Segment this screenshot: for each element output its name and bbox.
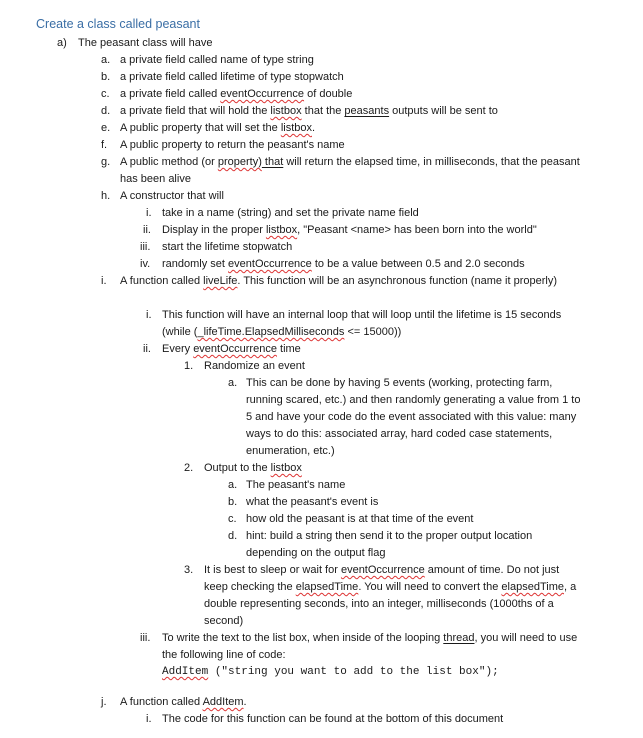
list-item-text: randomly set eventOccurrence to be a value between 0.5 and 2.0 seconds [162, 258, 525, 270]
list-item-text: what the peasant's event is [246, 496, 379, 508]
list-item-text: hint: build a string then send it to the proper output location depending on the output flag [246, 530, 533, 559]
list-marker: h. [101, 190, 111, 202]
list-marker: a) [57, 37, 67, 49]
code-line [162, 664, 499, 681]
list-item-text: A public property to return the peasant's name [120, 139, 345, 151]
list-item-text: This function will have an internal loop that will loop until the lifetime is 15 seconds (while (_lifeTime.ElapsedMilliseconds <= 15000)) [162, 309, 562, 338]
list-marker: e. [101, 122, 111, 134]
list-item-text: A function called AddItem. [120, 696, 247, 708]
list-item-text: The peasant's name [246, 479, 346, 491]
list-item-text: A public method (or property) that will return the elapsed time, in milliseconds, that the peasant has been alive [120, 156, 580, 185]
list-marker: a. [228, 377, 238, 389]
section-a-text: The peasant class will have [78, 37, 213, 49]
list-marker: i. [146, 309, 152, 321]
list-marker: c. [101, 88, 110, 100]
list-item-text: Every eventOccurrence time [162, 343, 301, 355]
list-item-text: how old the peasant is at that time of the event [246, 513, 474, 525]
code-function-name: AddItem [162, 666, 209, 678]
list-marker: ii. [143, 343, 151, 355]
list-marker: g. [101, 156, 111, 168]
list-marker: ii. [143, 224, 151, 236]
list-marker: i. [146, 713, 152, 725]
list-marker: a. [101, 54, 111, 66]
list-item-text: Randomize an event [204, 360, 305, 372]
list-item-text: A function called liveLife. This function will be an asynchronous function (name it properly) [120, 275, 557, 287]
list-marker: j. [101, 696, 107, 708]
list-marker: 1. [184, 360, 194, 372]
list-item-text: start the lifetime stopwatch [162, 241, 293, 253]
list-marker: b. [101, 71, 111, 83]
list-marker: 2. [184, 462, 194, 474]
list-marker: iii. [140, 632, 151, 644]
list-item-text: a private field called lifetime of type stopwatch [120, 71, 344, 83]
list-item-text: To write the text to the list box, when inside of the looping thread, you will need to use the following line of code: [162, 632, 578, 661]
list-marker: 3. [184, 564, 194, 576]
list-marker: i. [101, 275, 107, 287]
list-marker: d. [101, 105, 111, 117]
list-item-text: A public property that will set the listbox. [120, 122, 316, 134]
list-item-text: This can be done by having 5 events (working, protecting farm, running scared, etc.) and then randomly generating a value from 1 to 5 and have your code do the event associated with this value: many ways to do this: associated array, hard coded case statements, enumeration, etc.) [246, 377, 581, 457]
list-marker: iii. [140, 241, 151, 253]
list-marker: f. [101, 139, 108, 151]
list-item-text: a private field called eventOccurrence of double [120, 88, 353, 100]
list-item-text: Display in the proper listbox, "Peasant <name> has been born into the world" [162, 224, 537, 236]
list-marker: a. [228, 479, 238, 491]
list-marker: d. [228, 530, 238, 542]
list-marker: iv. [140, 258, 151, 270]
list-item-text: Output to the listbox [204, 462, 302, 474]
list-item-text: The code for this function can be found at the bottom of this document [162, 713, 504, 725]
list-item-text: a private field called name of type string [120, 54, 314, 66]
list-item-text: a private field that will hold the listbox that the peasants outputs will be sent to [120, 105, 498, 117]
page-heading: Create a class called peasant [36, 17, 200, 31]
list-item-text: take in a name (string) and set the private name field [162, 207, 419, 219]
list-marker: b. [228, 496, 238, 508]
list-marker: c. [228, 513, 237, 525]
code-arguments: ("string you want to add to the list box"); [208, 666, 499, 678]
list-item-text: A constructor that will [120, 190, 224, 202]
list-item-text: It is best to sleep or wait for eventOccurrence amount of time. Do not just keep checking the elapsedTime. You will need to convert the elapsedTime, a double representing seconds, into an integer, milliseconds (1000ths of a second) [204, 564, 577, 627]
list-marker: i. [146, 207, 152, 219]
